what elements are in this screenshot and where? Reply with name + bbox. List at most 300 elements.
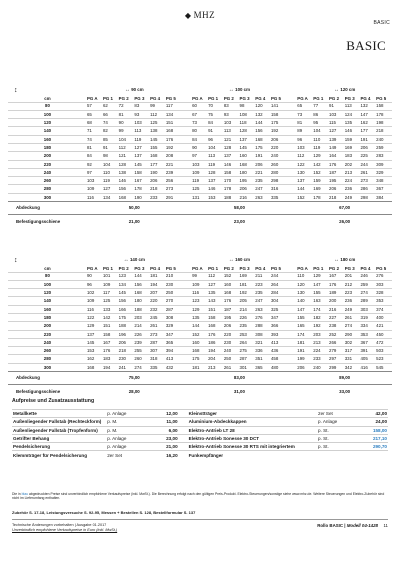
note-blue-word: blau bbox=[21, 492, 29, 496]
price-cell: 183 bbox=[345, 152, 361, 160]
price-cell: 160 bbox=[240, 152, 256, 160]
price-cell: 189 bbox=[329, 289, 345, 297]
price-cell: 250 bbox=[224, 355, 240, 363]
column-gap bbox=[287, 119, 298, 127]
price-cell: 149 bbox=[329, 143, 345, 151]
footer-series: Rollo BASIC | bbox=[317, 523, 346, 528]
price-cell: 113 bbox=[224, 127, 240, 135]
price-cell: 413 bbox=[271, 338, 287, 346]
price-cell: 279 bbox=[329, 347, 345, 355]
height-unit-label: cm bbox=[44, 265, 51, 271]
row-height: 240 bbox=[8, 338, 87, 346]
price-cell: 117 bbox=[103, 289, 119, 297]
summary-label: Abdeckung bbox=[8, 202, 87, 215]
price-cell: 276 bbox=[255, 313, 271, 321]
price-cell: 62 bbox=[103, 102, 119, 110]
pg-header: PG 1 bbox=[313, 95, 324, 101]
price-cell: 245 bbox=[150, 313, 166, 321]
price-cell: 213 bbox=[208, 363, 224, 371]
pg-header: PG 3 bbox=[134, 265, 145, 271]
column-gap bbox=[182, 256, 193, 265]
pg-header: PG 5 bbox=[270, 95, 281, 101]
price-cell: 214 bbox=[134, 322, 150, 330]
price-cell: 250 bbox=[166, 289, 182, 297]
pg-header: PG A bbox=[86, 95, 98, 101]
price-cell: 264 bbox=[271, 280, 287, 288]
column-gap bbox=[287, 185, 298, 193]
price-cell: 117 bbox=[166, 102, 182, 110]
price-cell: 129 bbox=[313, 272, 329, 280]
extras-row bbox=[12, 418, 388, 426]
extra-name: Klemmträger für Pendelsicherung bbox=[12, 451, 106, 459]
price-cell: 129 bbox=[87, 322, 103, 330]
price-cell: 216 bbox=[329, 305, 345, 313]
price-cell: 218 bbox=[150, 185, 166, 193]
price-cell: 181 bbox=[192, 363, 208, 371]
price-cell: 288 bbox=[255, 322, 271, 330]
column-gap bbox=[287, 168, 298, 176]
price-cell: 263 bbox=[255, 193, 271, 201]
extra-name: Außenliegender Fallstab (Rechteckform) bbox=[12, 418, 106, 426]
price-cell: 109 bbox=[192, 168, 208, 176]
column-gap bbox=[182, 110, 193, 118]
price-cell: 123 bbox=[119, 272, 135, 280]
page-number: 11 bbox=[383, 523, 388, 528]
price-cell: 145 bbox=[87, 338, 103, 346]
column-gap bbox=[287, 363, 298, 371]
extra-unit: 2er Set bbox=[317, 410, 357, 418]
price-cell: 137 bbox=[87, 330, 103, 338]
price-cell: 204 bbox=[208, 355, 224, 363]
diamond-icon: ◆ bbox=[184, 11, 192, 20]
price-cell: 103 bbox=[224, 119, 240, 127]
pg-header: PG 4 bbox=[360, 95, 371, 101]
pg-header: PG A bbox=[86, 265, 98, 271]
price-cell: 90 bbox=[119, 119, 135, 127]
price-cell: 203 bbox=[313, 330, 329, 338]
price-cell: 351 bbox=[255, 355, 271, 363]
price-cell: 178 bbox=[313, 193, 329, 201]
column-gap bbox=[287, 215, 298, 228]
price-cell: 119 bbox=[103, 177, 119, 185]
table-row bbox=[8, 110, 392, 118]
column-gap bbox=[182, 305, 193, 313]
extra-name: Elektro-Antrieb Sonesse 30 DCT bbox=[188, 434, 317, 442]
price-cell: 57 bbox=[87, 102, 103, 110]
pg-header: PG 2 bbox=[329, 265, 340, 271]
price-cell: 169 bbox=[345, 143, 361, 151]
price-cell: 275 bbox=[240, 347, 256, 355]
price-cell: 151 bbox=[166, 119, 182, 127]
price-cell: 146 bbox=[119, 177, 135, 185]
column-gap bbox=[287, 265, 298, 272]
pg-header: PG 1 bbox=[313, 265, 324, 271]
pg-header: PG A bbox=[192, 265, 203, 271]
column-gap bbox=[182, 215, 193, 228]
price-cell: 132 bbox=[360, 102, 376, 110]
price-cell: 85 bbox=[103, 135, 119, 143]
price-cell: 175 bbox=[255, 143, 271, 151]
price-cell: 450 bbox=[376, 330, 392, 338]
column-gap bbox=[287, 110, 298, 118]
price-cell: 84 bbox=[192, 135, 208, 143]
price-cell: 95 bbox=[313, 119, 329, 127]
price-cell: 168 bbox=[150, 152, 166, 160]
price-cell: 218 bbox=[329, 193, 345, 201]
price-cell: 68 bbox=[87, 119, 103, 127]
extra-unit: p. Anlage bbox=[106, 443, 158, 451]
price-cell: 146 bbox=[208, 185, 224, 193]
column-gap bbox=[182, 355, 193, 363]
price-cell: 119 bbox=[134, 135, 150, 143]
extra-price: 21,00 bbox=[158, 443, 187, 451]
price-cell: 144 bbox=[255, 119, 271, 127]
price-cell: 458 bbox=[271, 355, 287, 363]
width-arrow-icon: ↔ bbox=[333, 87, 341, 94]
extra-price: 12,00 bbox=[158, 410, 187, 418]
column-gap bbox=[182, 102, 193, 110]
column-gap bbox=[182, 280, 193, 288]
price-cell: 206 bbox=[150, 177, 166, 185]
price-cell: 394 bbox=[166, 347, 182, 355]
price-cell: 98 bbox=[240, 102, 256, 110]
price-cell: 186 bbox=[208, 338, 224, 346]
price-cell: 96 bbox=[87, 280, 103, 288]
price-cell: 301 bbox=[240, 363, 256, 371]
price-cell: 175 bbox=[192, 355, 208, 363]
price-cell: 113 bbox=[208, 152, 224, 160]
column-gap bbox=[182, 322, 193, 330]
price-cell: 266 bbox=[329, 338, 345, 346]
price-cell: 123 bbox=[192, 297, 208, 305]
price-cell: 190 bbox=[134, 193, 150, 201]
extra-price: 24,00 bbox=[357, 418, 388, 426]
price-cell: 276 bbox=[376, 272, 392, 280]
width-value: 160 cm bbox=[235, 257, 251, 263]
price-cell: 147 bbox=[313, 280, 329, 288]
price-cell: 384 bbox=[376, 193, 392, 201]
row-height: 260 bbox=[8, 177, 87, 185]
price-cell: 334 bbox=[360, 322, 376, 330]
price-cell: 146 bbox=[224, 160, 240, 168]
price-cell: 121 bbox=[224, 135, 240, 143]
price-cell: 201 bbox=[345, 272, 361, 280]
column-gap bbox=[287, 347, 298, 355]
price-cell: 156 bbox=[255, 127, 271, 135]
price-cell: 129 bbox=[313, 152, 329, 160]
column-gap bbox=[287, 102, 298, 110]
width-value: 100 cm bbox=[235, 87, 251, 93]
price-cell: 119 bbox=[208, 160, 224, 168]
price-cell: 133 bbox=[103, 305, 119, 313]
price-cell: 261 bbox=[360, 168, 376, 176]
summary-price: 23,00 bbox=[192, 215, 287, 228]
extra-price: 16,20 bbox=[158, 451, 187, 459]
price-cell: 112 bbox=[297, 152, 313, 160]
price-cell: 202 bbox=[345, 160, 361, 168]
column-gap bbox=[182, 95, 193, 102]
price-cell: 240 bbox=[376, 135, 392, 143]
price-cell: 232 bbox=[150, 305, 166, 313]
row-height: 220 bbox=[8, 330, 87, 338]
width-arrow-cell bbox=[8, 256, 87, 265]
price-cell: 287 bbox=[150, 338, 166, 346]
price-cell: 187 bbox=[329, 168, 345, 176]
extra-unit: p. St. bbox=[317, 434, 357, 442]
price-cell: 176 bbox=[103, 347, 119, 355]
price-cell: 177 bbox=[360, 127, 376, 135]
table-row bbox=[8, 289, 392, 297]
price-cell: 143 bbox=[208, 297, 224, 305]
price-cell: 84 bbox=[87, 152, 103, 160]
price-cell: 503 bbox=[376, 347, 392, 355]
price-cell: 239 bbox=[134, 338, 150, 346]
price-cell: 226 bbox=[240, 313, 256, 321]
column-gap bbox=[287, 305, 298, 313]
price-cell: 393 bbox=[271, 330, 287, 338]
price-cell: 188 bbox=[119, 322, 135, 330]
width-header-row bbox=[8, 256, 392, 265]
table-row bbox=[8, 347, 392, 355]
price-cell: 221 bbox=[166, 160, 182, 168]
price-cell: 125 bbox=[150, 119, 166, 127]
extra-name: Kleinstträger bbox=[188, 410, 317, 418]
extra-price: 42,00 bbox=[357, 410, 388, 418]
extra-price bbox=[357, 451, 388, 459]
price-cell: 109 bbox=[87, 185, 103, 193]
price-cell: 99 bbox=[192, 272, 208, 280]
width-arrow-icon: ↔ bbox=[228, 257, 236, 264]
price-cell: 96 bbox=[297, 135, 313, 143]
price-cell: 273 bbox=[360, 177, 376, 185]
price-cell: 145 bbox=[240, 143, 256, 151]
extra-unit: p. M. bbox=[106, 418, 158, 426]
price-cell: 168 bbox=[192, 347, 208, 355]
price-cell: 145 bbox=[150, 135, 166, 143]
column-gap bbox=[287, 202, 298, 215]
price-cell: 152 bbox=[297, 193, 313, 201]
price-cell: 99 bbox=[150, 102, 166, 110]
column-gap bbox=[182, 119, 193, 127]
price-cell: 74 bbox=[103, 119, 119, 127]
price-cell: 210 bbox=[166, 272, 182, 280]
pg-header: PG 2 bbox=[329, 95, 340, 101]
price-cell: 60 bbox=[192, 102, 208, 110]
price-cell: 116 bbox=[192, 289, 208, 297]
price-cell: 178 bbox=[376, 110, 392, 118]
price-cell: 181 bbox=[150, 272, 166, 280]
width-arrow-icon: ↔ bbox=[333, 257, 341, 264]
price-cell: 113 bbox=[345, 102, 361, 110]
price-cell: 236 bbox=[345, 185, 361, 193]
pg-header: PG 3 bbox=[344, 95, 355, 101]
price-cell: 168 bbox=[166, 127, 182, 135]
extras-row bbox=[12, 426, 388, 434]
row-height: 200 bbox=[8, 322, 87, 330]
price-cell: 118 bbox=[240, 119, 256, 127]
pg-header: PG 2 bbox=[118, 95, 129, 101]
extra-price: 290,70 bbox=[357, 443, 388, 451]
price-cell: 110 bbox=[297, 272, 313, 280]
footer-divider bbox=[12, 519, 388, 520]
table-row bbox=[8, 160, 392, 168]
price-cell: 274 bbox=[345, 322, 361, 330]
price-cell: 99 bbox=[119, 127, 135, 135]
row-height: 120 bbox=[8, 289, 87, 297]
pg-header: PG 5 bbox=[376, 265, 387, 271]
price-cell: 329 bbox=[376, 168, 392, 176]
price-cell: 321 bbox=[255, 338, 271, 346]
price-cell: 325 bbox=[271, 305, 287, 313]
price-cell: 366 bbox=[271, 322, 287, 330]
price-cell: 188 bbox=[224, 193, 240, 201]
price-cell: 128 bbox=[208, 168, 224, 176]
price-cell: 216 bbox=[240, 193, 256, 201]
extra-name: Aluminium-Abdeckkappen bbox=[188, 418, 317, 426]
price-cell: 81 bbox=[119, 110, 135, 118]
price-cell: 284 bbox=[271, 289, 287, 297]
price-cell: 187 bbox=[224, 305, 240, 313]
price-cell: 80 bbox=[192, 127, 208, 135]
price-cell: 273 bbox=[150, 330, 166, 338]
price-cell: 160 bbox=[224, 280, 240, 288]
page-title: BASIC bbox=[346, 38, 386, 53]
price-cell: 241 bbox=[119, 363, 135, 371]
table-row bbox=[8, 177, 392, 185]
table-row bbox=[8, 272, 392, 280]
price-cell: 164 bbox=[329, 152, 345, 160]
column-gap bbox=[287, 280, 298, 288]
price-cell: 128 bbox=[240, 127, 256, 135]
width-header-row bbox=[8, 86, 392, 95]
price-cell: 137 bbox=[208, 177, 224, 185]
extra-price: 217,10 bbox=[357, 434, 388, 442]
price-cell: 247 bbox=[255, 185, 271, 193]
price-cell: 142 bbox=[103, 313, 119, 321]
price-cell: 235 bbox=[255, 289, 271, 297]
width-value: 140 cm bbox=[129, 257, 145, 263]
price-cell: 83 bbox=[134, 102, 150, 110]
column-gap bbox=[182, 338, 193, 346]
price-cell: 159 bbox=[345, 135, 361, 143]
column-gap bbox=[182, 289, 193, 297]
price-cell: 206 bbox=[240, 185, 256, 193]
extra-name: Funkempfänger bbox=[188, 451, 317, 459]
price-cell: 367 bbox=[360, 338, 376, 346]
price-cell: 183 bbox=[103, 355, 119, 363]
price-cell: 255 bbox=[134, 347, 150, 355]
price-cell: 101 bbox=[103, 272, 119, 280]
price-cell: 240 bbox=[224, 347, 240, 355]
summary-price: 58,00 bbox=[192, 202, 287, 215]
price-cell: 211 bbox=[255, 272, 271, 280]
price-cell: 274 bbox=[360, 289, 376, 297]
price-cell: 304 bbox=[271, 297, 287, 305]
width-label bbox=[297, 256, 392, 265]
price-cell: 336 bbox=[255, 347, 271, 355]
note-text: abgedruckten Preise sind unverbindlich empfohlene Verkaufspreise (inkl. MwSt.). Die Berechnung erfolgt nach den gültigen Preis-Produkt. Elektro-Steuerungen/sonstige siehe www.mhz.de. Weitere Steuerungen und Elektro-Zubehör sind nicht im Lieferumfang enthalten. bbox=[12, 492, 385, 501]
price-cell: 156 bbox=[134, 280, 150, 288]
column-gap bbox=[182, 363, 193, 371]
price-cell: 247 bbox=[255, 297, 271, 305]
price-cell: 307 bbox=[150, 347, 166, 355]
price-cell: 239 bbox=[166, 168, 182, 176]
extra-unit: p. Anlage bbox=[317, 418, 357, 426]
price-cell: 162 bbox=[87, 355, 103, 363]
price-cell: 132 bbox=[255, 110, 271, 118]
price-cell: 203 bbox=[134, 313, 150, 321]
price-cell: 188 bbox=[134, 305, 150, 313]
price-cell: 298 bbox=[271, 177, 287, 185]
table-row bbox=[8, 313, 392, 321]
footer-line-2: Unverbindlich empfohlene Verkaufspreise in Euro (inkl. MwSt.) bbox=[12, 528, 118, 532]
price-cell: 162 bbox=[360, 119, 376, 127]
column-gap bbox=[182, 265, 193, 272]
price-cell: 328 bbox=[376, 289, 392, 297]
pg-header: PG 4 bbox=[255, 265, 266, 271]
price-cell: 151 bbox=[208, 305, 224, 313]
price-cell: 124 bbox=[345, 110, 361, 118]
price-cell: 316 bbox=[271, 185, 287, 193]
price-cell: 244 bbox=[271, 272, 287, 280]
price-cell: 104 bbox=[208, 143, 224, 151]
extra-name: Metallkette bbox=[12, 410, 106, 418]
row-height: 220 bbox=[8, 160, 87, 168]
price-cell: 112 bbox=[208, 272, 224, 280]
price-cell: 319 bbox=[360, 313, 376, 321]
extra-name: Getrifter Behang bbox=[12, 434, 106, 442]
price-cell: 93 bbox=[224, 110, 240, 118]
price-cell: 240 bbox=[271, 152, 287, 160]
price-cell: 138 bbox=[119, 168, 135, 176]
price-cell: 145 bbox=[134, 160, 150, 168]
price-cell: 91 bbox=[103, 143, 119, 151]
pg-header-row bbox=[8, 265, 392, 272]
column-gap bbox=[182, 330, 193, 338]
price-cell: 141 bbox=[271, 102, 287, 110]
extra-name: Außenliegender Fallstab (Tropfenform) bbox=[12, 426, 106, 434]
column-gap bbox=[287, 272, 298, 280]
price-cell: 230 bbox=[166, 280, 182, 288]
column-gap bbox=[182, 202, 193, 215]
pg-header-row bbox=[8, 95, 392, 102]
price-cell: 298 bbox=[360, 193, 376, 201]
column-gap bbox=[182, 385, 193, 398]
pg-header: PG 5 bbox=[165, 95, 176, 101]
price-cell: 92 bbox=[87, 160, 103, 168]
footer-line-1: Technische Änderungen vorbehalten | Ausgabe 01.2017 bbox=[12, 523, 107, 527]
column-gap bbox=[287, 135, 298, 143]
price-cell: 353 bbox=[360, 330, 376, 338]
price-cell: 280 bbox=[271, 168, 287, 176]
price-cell: 137 bbox=[297, 177, 313, 185]
price-cell: 308 bbox=[166, 313, 182, 321]
price-cell: 83 bbox=[224, 102, 240, 110]
price-cell: 207 bbox=[150, 289, 166, 297]
price-cell: 167 bbox=[134, 177, 150, 185]
price-cell: 523 bbox=[376, 355, 392, 363]
price-cell: 116 bbox=[87, 305, 103, 313]
price-cell: 127 bbox=[134, 143, 150, 151]
price-cell: 89 bbox=[297, 127, 313, 135]
extra-name: Elektro-Antrieb Sonesse 30 RTS mit integriertem bbox=[188, 443, 317, 451]
price-cell: 104 bbox=[119, 135, 135, 143]
row-height: 260 bbox=[8, 347, 87, 355]
extra-unit: p. Anlage bbox=[106, 410, 158, 418]
price-cell: 130 bbox=[297, 168, 313, 176]
price-cell: 134 bbox=[166, 110, 182, 118]
pg-header: PG 4 bbox=[255, 95, 266, 101]
